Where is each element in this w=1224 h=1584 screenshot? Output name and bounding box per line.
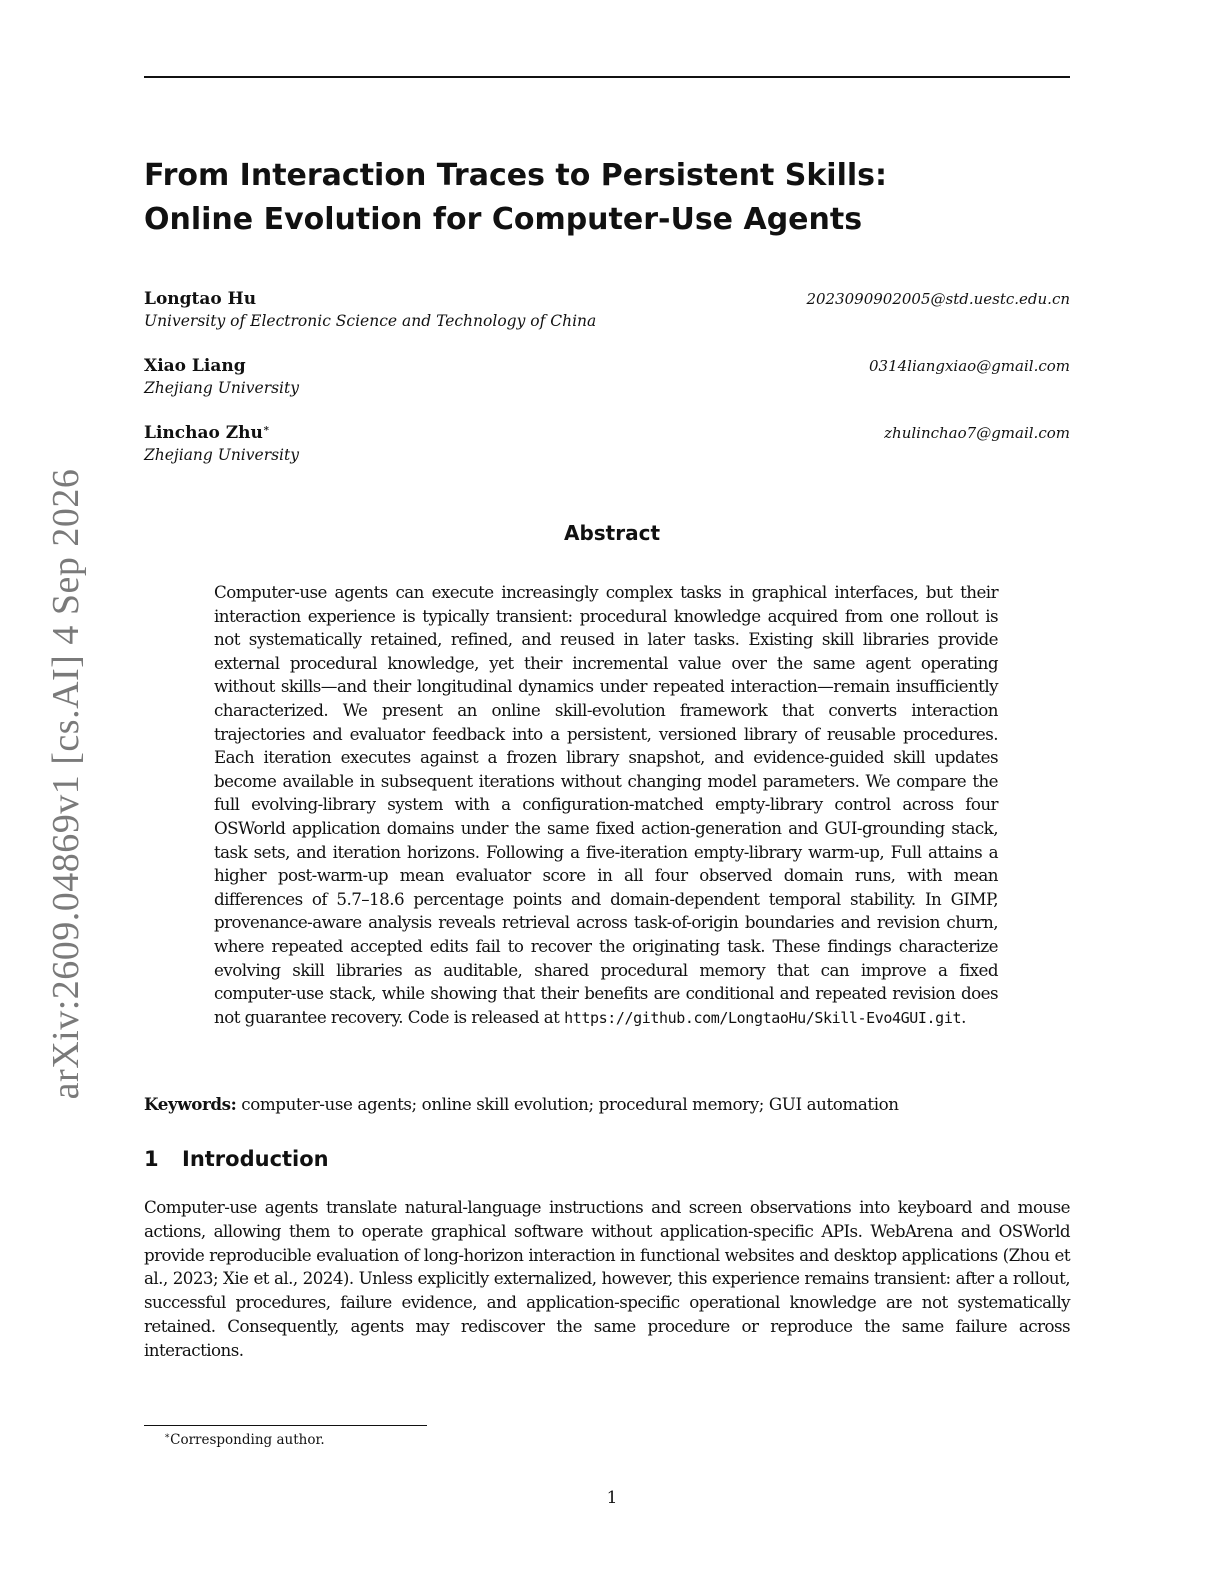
keywords-text: computer-use agents; online skill evolution; procedural memory; GUI automation (241, 1094, 899, 1114)
abstract-text (214, 581, 998, 1030)
author-name: Linchao Zhu (144, 423, 263, 443)
author-email: zhulinchao7@gmail.com (884, 424, 1070, 442)
footnote-rule (144, 1425, 427, 1426)
abstract-end-punct: . (961, 1006, 966, 1027)
author-block-2 (144, 355, 1070, 399)
paper-title (144, 154, 1070, 242)
arxiv-stamp: arXiv:2609.04869v1 [cs.AI] 4 Sep 2026 (45, 468, 87, 1100)
code-link[interactable]: https://github.com/LongtaoHu/Skill-Evo4GUI.git (564, 1008, 962, 1027)
author-block-3 (144, 422, 1070, 466)
section-heading (144, 1144, 329, 1174)
page-number: 1 (606, 1488, 618, 1508)
author-affiliation: Zhejiang University (144, 379, 299, 397)
section-number: 1 (144, 1147, 159, 1171)
abstract-heading: Abstract (563, 521, 661, 545)
footnote (164, 1430, 325, 1450)
corresponding-marker: ∗ (262, 423, 270, 435)
top-rule (144, 76, 1070, 78)
author-name: Longtao Hu (144, 289, 257, 309)
footnote-marker: ∗ (164, 1431, 171, 1442)
author-email: 2023090902005@std.uestc.edu.cn (806, 290, 1070, 308)
author-block-1 (144, 288, 1070, 332)
keywords (144, 1092, 1070, 1116)
introduction-paragraph: Computer-use agents translate natural-language instructions and screen observations into keyboard and mouse actions, allowing them to operate graphical software without application-specific APIs. WebArena and OSWorld provide reproducible evaluation of long-horizon interaction in functional websites and desktop applications (Zhou et al., 2023; Xie et al., 2024). Unless explicitly externalized, however, this experience remains transient: after a rollout, successful procedures, failure evidence, and application-specific operational knowledge are not systematically retained. Consequently, agents may rediscover the same procedure or reproduce the same failure across interactions. (144, 1197, 1070, 1360)
abstract-body-text: Computer-use agents can execute increasingly complex tasks in graphical interfaces, but their interaction experience is typically transient: procedural knowledge acquired from one rollout is not systematically retained, refined, and reused in later tasks. Existing skill libraries provide external procedural knowledge, yet their incremental value over the same agent operating without skills—and their longitudinal dynamics under repeated interaction—remain insufficiently characterized. We present an online skill-evolution framework that converts interaction trajectories and evaluator feedback into a persistent, versioned library of reusable procedures. Each iteration executes against a frozen library snapshot, and evidence-guided skill updates become available in subsequent iterations without changing model parameters. We compare the full evolving-library system with a configuration-matched empty-library control across four OSWorld application domains under the same fixed action-generation and GUI-grounding stack, task sets, and iteration horizons. Following a five-iteration empty-library warm-up, Full attains a higher post-warm-up mean evaluator score in all four observed domain runs, with mean differences of 5.7–18.6 percentage points and domain-dependent temporal stability. In GIMP, provenance-aware analysis reveals retrieval across task-of-origin boundaries and revision churn, where repeated accepted edits fail to recover the originating task. These findings characterize evolving skill libraries as auditable, shared procedural memory that can improve a fixed computer-use stack, while showing that their benefits are conditional and repeated revision does not guarantee recovery. Code is released at (214, 582, 998, 1027)
keywords-label: Keywords: (144, 1094, 237, 1114)
title-line-2: Online Evolution for Computer-Use Agents (144, 202, 863, 237)
footnote-text: Corresponding author. (170, 1432, 325, 1448)
section-title: Introduction (182, 1147, 329, 1171)
title-line-1: From Interaction Traces to Persistent Skills: (144, 158, 887, 193)
author-email: 0314liangxiao@gmail.com (869, 357, 1070, 375)
author-affiliation: Zhejiang University (144, 446, 299, 464)
author-affiliation: University of Electronic Science and Technology of China (144, 312, 597, 330)
author-name: Xiao Liang (144, 356, 246, 376)
